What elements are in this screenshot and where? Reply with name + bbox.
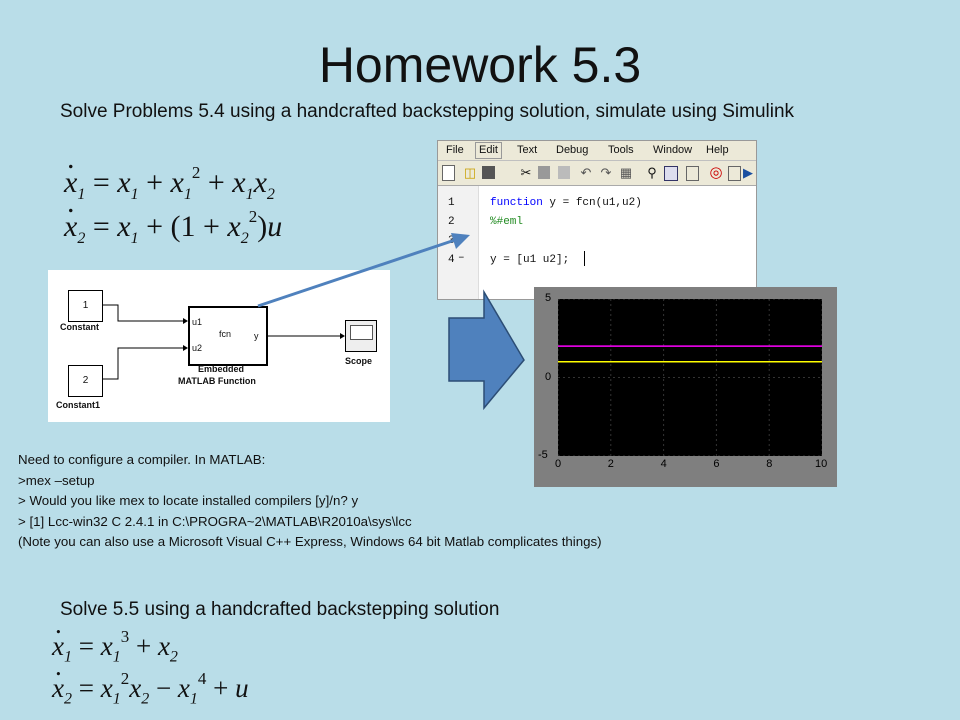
menu-edit[interactable]: Edit: [475, 142, 502, 159]
input-port-u1: u1: [192, 317, 203, 327]
equation-x2-dot: x $._2 = x_1 + (1 + x_2^2)u$: [64, 210, 282, 248]
open-folder-icon[interactable]: ◫: [463, 165, 477, 180]
undo-icon[interactable]: ↶: [580, 165, 592, 180]
menu-tools[interactable]: Tools: [608, 144, 634, 156]
function-name: fcn: [219, 329, 232, 339]
constant-label: Constant: [60, 322, 99, 332]
code-line[interactable]: y = [u1 u2];: [490, 254, 570, 266]
note-line: > [1] Lcc-win32 C 2.4.1 in C:\PROGRA~2\MATLAB\R2010a\sys\lcc: [18, 513, 412, 529]
constant1-label: Constant1: [56, 400, 101, 410]
x-tick-label: 2: [607, 458, 614, 470]
note-line: >mex –setup: [18, 472, 95, 488]
line-number: 2: [448, 216, 455, 228]
slide-title: Homework 5.3: [318, 37, 642, 93]
equation-x1-dot: x $._1 = x_1 + x_1^2 + x_1x_2$: [64, 166, 275, 204]
debug-icon[interactable]: ◎: [709, 164, 723, 181]
scope-label: Scope: [345, 356, 373, 366]
constant-block[interactable]: 1: [68, 290, 103, 322]
find-icon[interactable]: ⚲: [647, 165, 657, 180]
equation-x2-dot-2: x $._2 = x_1^2x_2 - x_1^4 + u$: [52, 672, 249, 708]
embedded-label: Embedded: [198, 364, 245, 374]
right-arrow-icon: [449, 292, 524, 408]
forward-icon[interactable]: ▶: [743, 165, 753, 180]
y-tick-label: -5: [538, 449, 548, 461]
y-tick-label: 5: [545, 292, 552, 304]
scope-plot-svg: [558, 299, 822, 456]
menu-text[interactable]: Text: [517, 144, 538, 156]
cut-icon[interactable]: ✂: [520, 165, 532, 180]
input-port-u2: u2: [192, 343, 203, 353]
x-tick-label: 8: [766, 458, 773, 470]
output-port-y: y: [254, 331, 259, 341]
code-line[interactable]: %#eml: [490, 216, 524, 228]
matlab-function-label: MATLAB Function: [178, 376, 256, 386]
line-number: 1: [448, 197, 455, 209]
y-tick-label: 0: [545, 370, 552, 383]
line-marker: –: [458, 252, 465, 264]
x-tick-label: 10: [815, 458, 828, 470]
print-icon[interactable]: ▦: [619, 165, 633, 180]
line-number: 4: [448, 254, 455, 266]
equation-x1-dot-2: x $._1 = x_1^3 + x_2$: [52, 630, 178, 666]
compiler-note: [18, 450, 602, 553]
scope-plot-area: [558, 299, 822, 456]
note-line: (Note you can also use a Microsoft Visual C++ Express, Windows 64 bit Matlab complicates things): [18, 534, 602, 549]
note-line: > Would you like mex to locate installed compilers [y]/n? y: [18, 493, 359, 508]
code-line[interactable]: function y = fcn(u1,u2): [490, 197, 642, 209]
problem-statement-1: Solve Problems 5.4 using a handcrafted backstepping solution, simulate using Simulink: [60, 101, 795, 122]
constant1-block[interactable]: 2: [68, 365, 103, 397]
problem-statement-2: Solve 5.5 using a handcrafted backstepping solution: [60, 599, 500, 620]
note-line: Need to configure a compiler. In MATLAB:: [18, 452, 266, 467]
menu-file[interactable]: File: [446, 144, 464, 156]
redo-icon[interactable]: ↷: [600, 165, 612, 180]
menu-help[interactable]: Help: [706, 144, 729, 156]
menu-window[interactable]: Window: [653, 144, 693, 156]
x-tick-label: 4: [660, 458, 667, 470]
x-tick-label: 6: [713, 458, 720, 470]
code-line-1-rest: y = fcn(u1,u2): [542, 197, 642, 209]
menu-debug[interactable]: Debug: [556, 144, 589, 156]
x-tick-label: 0: [555, 458, 562, 470]
